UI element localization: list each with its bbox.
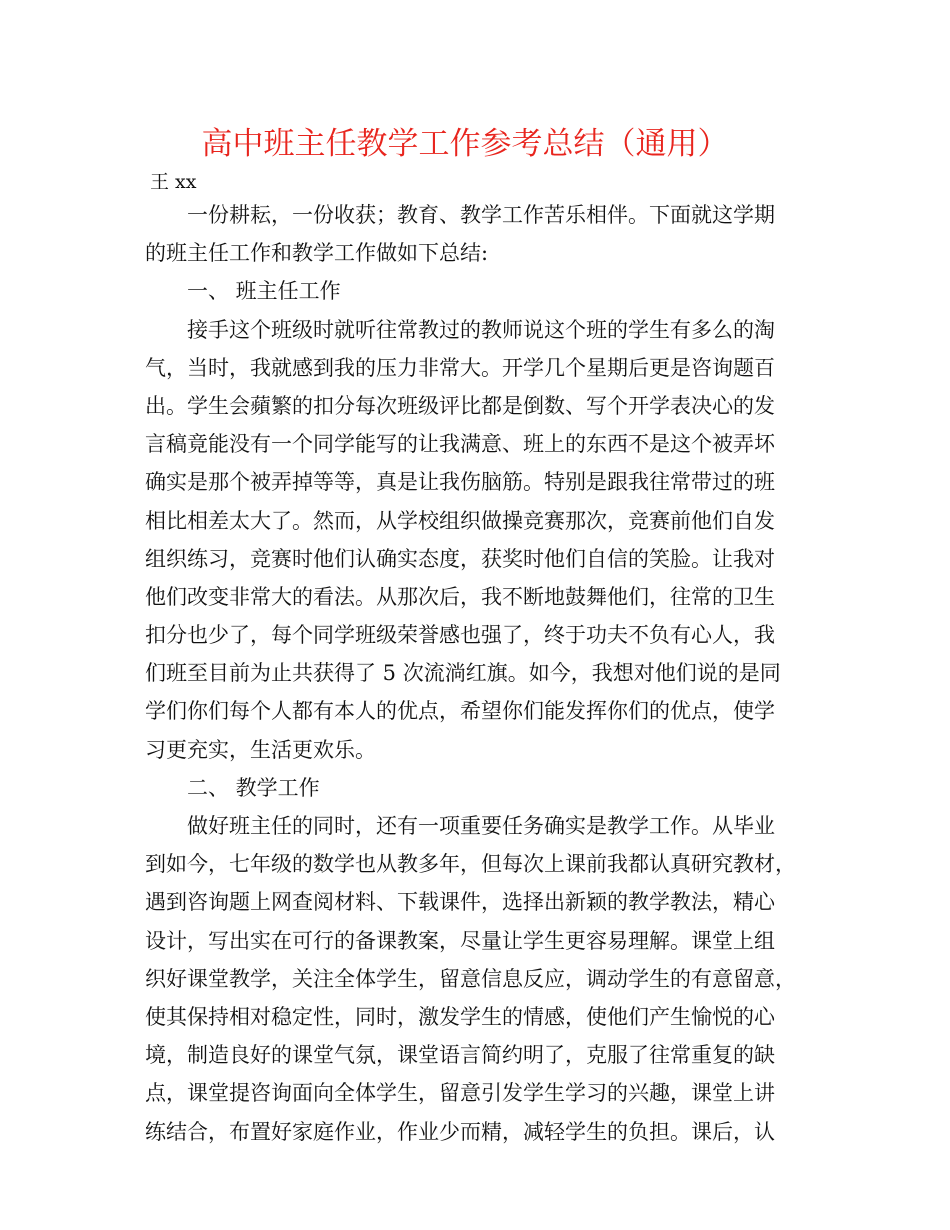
text-line: 出。学生会蘋繁的扣分每次班级评比都是倒数、写个开学表决心的发 (145, 393, 775, 418)
text-line: 一、 班主任工作 (187, 279, 341, 304)
text-line: 做好班主任的同时，还有一项重要任务确实是教学工作。从毕业 (187, 814, 775, 838)
text-line: 境，制造良好的课堂气氛，课堂语言简约明了，克服了往常重复的缺 (145, 1043, 775, 1068)
document-title: 高中班主任教学工作参考总结（通用） (201, 126, 729, 162)
text-line: 确实是那个被弄掉等等，真是让我伤脑筋。特别是跟我往常带过的班 (145, 470, 775, 495)
text-line: 相比相差太大了。然而，从学校组织做操竞赛那次，竞赛前他们自发 (145, 508, 775, 533)
text-line: 使其保持相对稳定性，同时，激发学生的情感，使他们产生愉悦的心 (145, 1004, 775, 1029)
text-line: 扣分也少了，每个同学班级荣誉感也强了，终于功夫不负有心人，我 (145, 623, 775, 648)
text-line: 言稿竟能没有一个同学能写的让我满意、班上的东西不是这个被弄坏 (145, 432, 775, 457)
text-line: 他们改变非常大的看法。从那次后，我不断地鼓舞他们，往常的卫生 (145, 584, 775, 609)
text-line: 点，课堂提咨询面向全体学生，留意引发学生学习的兴趣，课堂上讲 (145, 1081, 775, 1106)
text-line: 遇到咨询题上网查阅材料、下载课件，选择出新颖的教学教法，精心 (145, 890, 775, 915)
text-line: 们班至目前为止共获得了 5 次流淌红旗。如今，我想对他们说的是同 (145, 661, 781, 686)
document-body (0, 196, 950, 1151)
text-line: 到如今，七年级的数学也从教多年，但每次上课前我都认真研究教材， (145, 852, 796, 877)
text-line: 接手这个班级时就听往常教过的教师说这个班的学生有多么的淘 (187, 317, 775, 342)
text-line: 练结合，布置好家庭作业，作业少而精，减轻学生的负担。课后，认 (145, 1119, 775, 1144)
text-line: 二、 教学工作 (187, 775, 320, 800)
text-line: 一份耕耘，一份收获；教育、教学工作苦乐相伴。下面就这学期 (187, 203, 775, 227)
document-author: 王 xx (150, 171, 197, 193)
text-line: 气，当时，我就感到我的压力非常大。开学几个星期后更是咨询题百 (145, 355, 775, 380)
text-line: 学们你们每个人都有本人的优点，希望你们能发挥你们的优点，使学 (145, 699, 775, 724)
text-line: 习更充实，生活更欢乐。 (145, 737, 376, 762)
text-line: 织好课堂教学，关注全体学生，留意信息反应，调动学生的有意留意， (145, 966, 796, 991)
text-line: 的班主任工作和教学工作做如下总结: (145, 241, 489, 266)
text-line: 设计，写出实在可行的备课教案，尽量让学生更容易理解。课堂上组 (145, 928, 775, 953)
text-line: 组织练习，竞赛时他们认确实态度，获奖时他们自信的笑脸。让我对 (145, 546, 775, 571)
